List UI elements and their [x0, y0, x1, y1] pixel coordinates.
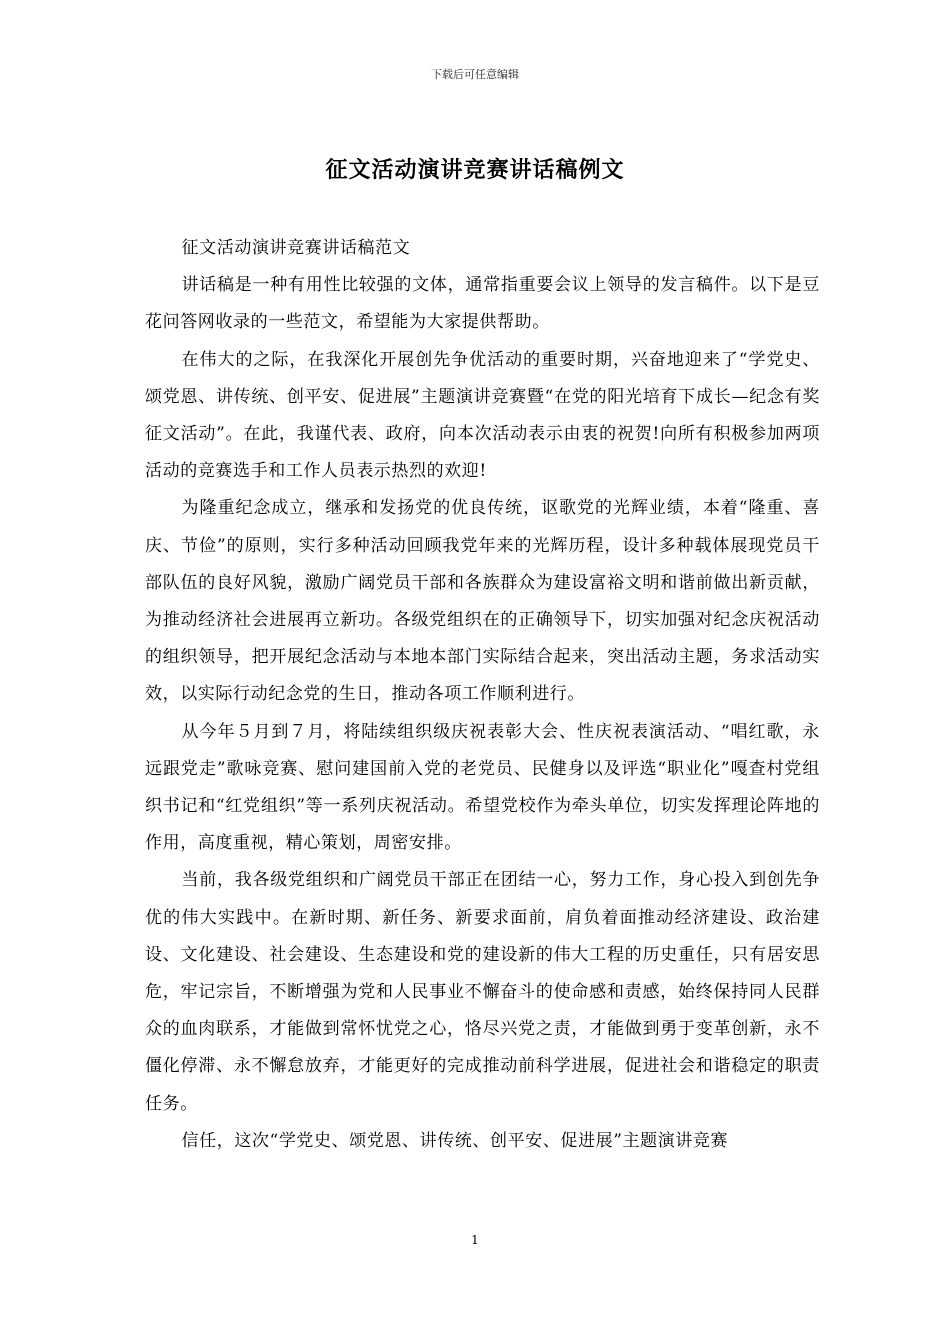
- document-title: 征文活动演讲竞赛讲话稿例文: [325, 157, 625, 183]
- paragraph: 讲话稿是一种有用性比较强的文体，通常指重要会议上领导的发言稿件。以下是豆花问答网收录的一些范文，希望能为大家提供帮助。: [145, 275, 820, 333]
- page-number: 1: [471, 1233, 479, 1247]
- paragraph: 信任，这次“学党史、颂党恩、讲传统、创平安、促进展”主题演讲竞赛: [181, 1130, 729, 1151]
- paragraph: 为隆重纪念成立，继承和发扬党的优良传统，讴歌党的光辉业绩，本着“隆重、喜庆、节俭”的原则，实行多种活动回顾我党年来的光辉历程，设计多种载体展现党员干部队伍的良好风貌，激励广阔党员干部和各族群众为建设富裕文明和谐前做出新贡献，为推动经济社会进展再立新功。各级党组织在的正确领导下，切实加强对纪念庆祝活动的组织领导，把开展纪念活动与本地本部门实际结合起来，突出活动主题，务求活动实效，以实际行动纪念党的生日，推动各项工作顺利进行。: [145, 498, 820, 705]
- header-divider: [145, 88, 805, 89]
- paragraph: 当前，我各级党组织和广阔党员干部正在团结一心，努力工作，身心投入到创先争优的伟大实践中。在新时期、新任务、新要求面前，肩负着面推动经济建设、政治建设、文化建设、社会建设、生态建设和党的建设新的伟大工程的历史重任，只有居安思危，牢记宗旨，不断增强为党和人民事业不懈奋斗的使命感和责感，始终保持同人民群众的血肉联系，才能做到常怀忧党之心，恪尽兴党之责，才能做到勇于变革创新，永不僵化停滞、永不懈怠放弃，才能更好的完成推动前科学进展，促进社会和谐稳定的职责任务。: [145, 870, 820, 1114]
- paragraph: 从今年５月到７月，将陆续组织级庆祝表彰大会、性庆祝表演活动、“唱红歌，永远跟党走”歌咏竞赛、慰问建国前入党的老党员、民健身以及评选“职业化”嘎查村党组织书记和“红党组织”等一系列庆祝活动。希望党校作为牵头单位，切实发挥理论阵地的作用，高度重视，精心策划，周密安排。: [145, 721, 820, 854]
- paragraph: 在伟大的之际，在我深化开展创先争优活动的重要时期，兴奋地迎来了“学党史、颂党恩、讲传统、创平安、促进展”主题演讲竞赛暨“在党的阳光培育下成长—纪念有奖征文活动”。在此，我谨代表、政府，向本次活动表示由衷的祝贺!向所有积极参加两项活动的竞赛选手和工作人员表示热烈的欢迎!: [145, 349, 820, 482]
- document-body: [145, 230, 820, 1160]
- paragraph: 征文活动演讲竞赛讲话稿范文: [181, 238, 411, 258]
- page-header: 下载后可任意编辑: [431, 68, 519, 81]
